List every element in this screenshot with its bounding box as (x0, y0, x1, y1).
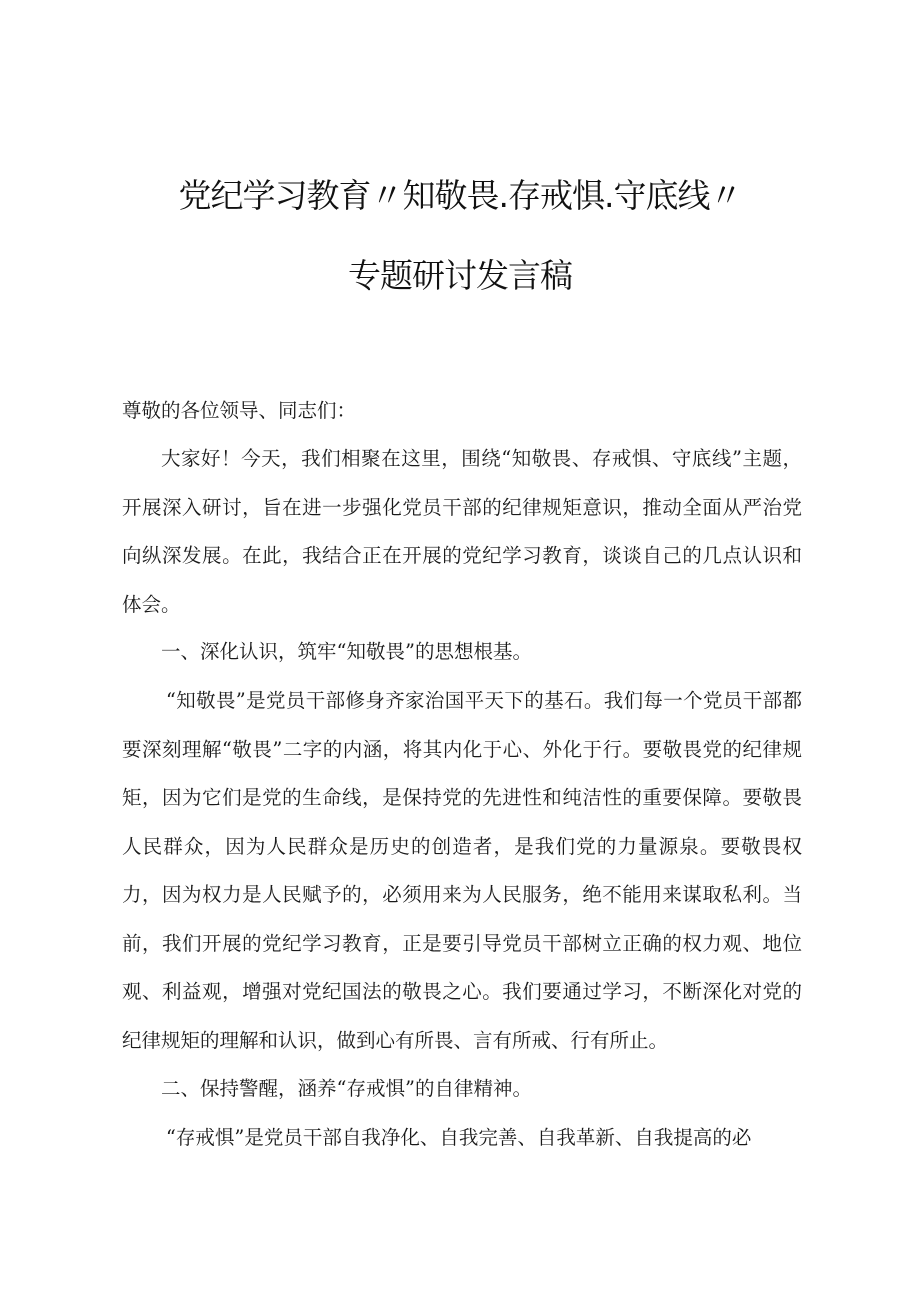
section-heading-2: 二、保持警醒，涵养“存戒惧”的自律精神。 (161, 1077, 532, 1100)
document-title-line-1: 党纪学习教育〃知敬畏.存戒惧.守底线〃 (178, 176, 742, 215)
document-title-line-2: 专题研讨发言稿 (348, 256, 572, 295)
section-heading-1: 一、深化认识，筑牢“知敬畏”的思想根基。 (161, 640, 532, 663)
paragraph-section-1: “知敬畏”是党员干部修身齐家治国平天下的基石。我们每一个党员干部都要深刻理解“敬畏”二字的内涵，将其内化于心、外化于行。要敬畏党的纪律规矩，因为它们是党的生命线，是保持党的先进性和纯洁性的重要保障。要敬畏人民群众，因为人民群众是历史的创造者，是我们党的力量源泉。要敬畏权力，因为权力是人民赋予的，必须用来为人民服务，绝不能用来谋取私利。当前，我们开展的党纪学习教育，正是要引导党员干部树立正确的权力观、地位观、利益观，增强对党纪国法的敬畏之心。我们要通过学习，不断深化对党的纪律规矩的理解和认识，做到心有所畏、言有所戒、行有所止。 (122, 689, 802, 1052)
paragraph-section-2: “存戒惧”是党员干部自我净化、自我完善、自我革新、自我提高的必 (165, 1126, 752, 1149)
greeting: 尊敬的各位领导、同志们： (122, 399, 357, 422)
paragraph-intro: 大家好！今天，我们相聚在这里，围绕“知敬畏、存戒惧、守底线”主题，开展深入研讨，旨在进一步强化党员干部的纪律规矩意识，推动全面从严治党向纵深发展。在此，我结合正在开展的党纪学习教育，谈谈自己的几点认识和体会。 (122, 447, 802, 616)
